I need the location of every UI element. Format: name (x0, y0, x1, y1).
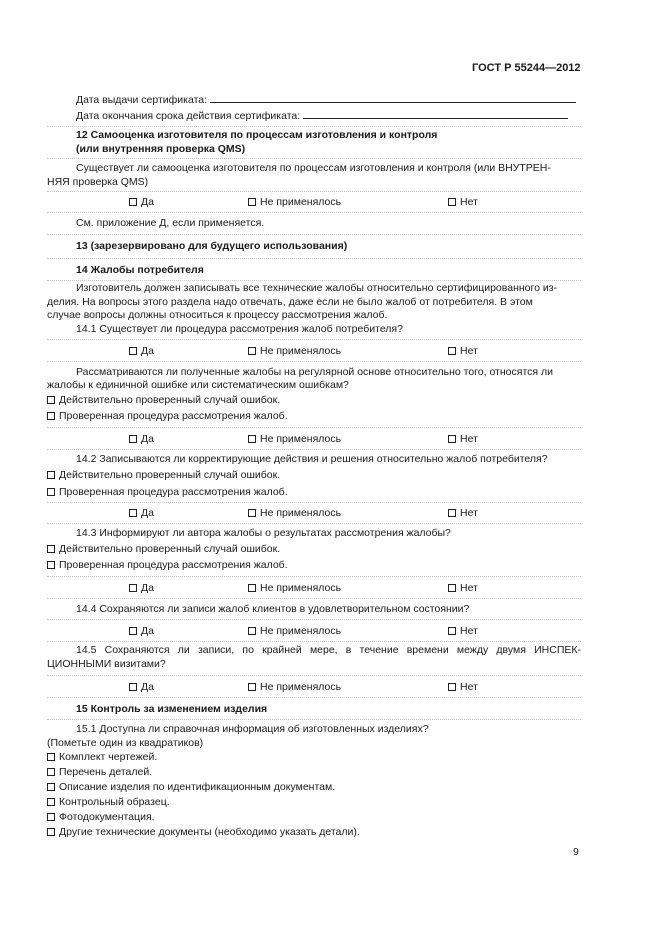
checkbox-icon[interactable] (47, 753, 55, 761)
divider (47, 258, 581, 259)
checkbox-icon[interactable] (129, 584, 137, 592)
q14-2-verified-case-option[interactable]: Действительно проверенный случай ошибок. (47, 469, 280, 482)
q15-item-drawings[interactable]: Комплект чертежей. (47, 751, 157, 764)
checkbox-icon[interactable] (47, 783, 55, 791)
cert-issue-label: Дата выдачи сертификата: (76, 94, 208, 106)
divider (47, 675, 581, 676)
checkbox-icon[interactable] (129, 683, 137, 691)
checkbox-icon[interactable] (248, 627, 256, 635)
q15-item-description[interactable]: Описание изделия по идентификационным документам. (47, 781, 335, 794)
cert-expiry-field[interactable] (303, 109, 568, 119)
checkbox-icon[interactable] (448, 509, 456, 517)
checkbox-icon[interactable] (448, 347, 456, 355)
checkbox-icon[interactable] (129, 435, 137, 443)
q15-item-photo-docs[interactable]: Фотодокументация. (47, 811, 155, 824)
checkbox-icon[interactable] (47, 798, 55, 806)
section-12-title-2: (или внутренняя проверка QMS) (76, 143, 246, 155)
section-13-title: 13 (зарезервировано для будущего использования) (76, 240, 348, 252)
q15-item-parts-list[interactable]: Перечень деталей. (47, 766, 152, 779)
q14-5-yes-option[interactable]: Да (129, 681, 154, 694)
checkbox-icon[interactable] (448, 584, 456, 592)
checkbox-icon[interactable] (448, 683, 456, 691)
divider (47, 523, 581, 524)
q14-5-line-1: 14.5 Сохраняются ли записи, по крайней мере, в течение времени между двумя ИНСПЕК- (76, 644, 581, 656)
divider (47, 427, 581, 428)
q15-item-other-docs[interactable]: Другие технические документы (необходимо указать детали). (47, 826, 360, 839)
divider (47, 158, 581, 159)
checkbox-icon[interactable] (129, 509, 137, 517)
divider (47, 191, 581, 192)
section-14-title: 14 Жалобы потребителя (76, 264, 204, 276)
checkbox-icon[interactable] (248, 509, 256, 517)
q14-4-yes-option[interactable]: Да (129, 625, 154, 638)
divider (47, 234, 581, 235)
checkbox-icon[interactable] (248, 584, 256, 592)
q12-yes-option[interactable]: Да (129, 196, 154, 209)
cert-expiry-row (76, 109, 568, 123)
divider (47, 502, 581, 503)
q12-line-1: Существует ли самооценка изготовителя по процессам изготовления и контроля (или ВНУТРЕН- (76, 162, 551, 174)
checkbox-icon[interactable] (248, 435, 256, 443)
annex-note: См. приложение Д, если применяется. (76, 217, 265, 229)
q14-3-na-option[interactable]: Не применялось (248, 582, 341, 595)
checkbox-icon[interactable] (448, 627, 456, 635)
q14-2-verified-proc-option[interactable]: Проверенная процедура рассмотрения жалоб. (47, 486, 288, 499)
q14-1b-line-1: Рассматриваются ли полученные жалобы на регулярной основе относительно того, относятся ли (76, 366, 553, 378)
divider (47, 339, 581, 340)
divider (47, 598, 581, 599)
section-15-title: 15 Контроль за изменением изделия (76, 703, 268, 715)
q14-1b-no-option[interactable]: Нет (448, 433, 478, 446)
q15-1-hint: (Пометьте один из квадратиков) (47, 737, 204, 749)
q15-1: 15.1 Доступна ли справочная информация об изготовленных изделиях? (76, 723, 429, 735)
checkbox-icon[interactable] (47, 396, 55, 404)
q14-1-no-option[interactable]: Нет (448, 345, 478, 358)
q14-1-yes-option[interactable]: Да (129, 345, 154, 358)
q12-no-option[interactable]: Нет (448, 196, 478, 209)
divider (47, 212, 581, 213)
divider (47, 361, 581, 362)
q14-3-no-option[interactable]: Нет (448, 582, 478, 595)
checkbox-icon[interactable] (129, 627, 137, 635)
divider (47, 449, 581, 450)
checkbox-icon[interactable] (47, 412, 55, 420)
checkbox-icon[interactable] (248, 198, 256, 206)
divider (47, 697, 581, 698)
divider (47, 719, 581, 720)
checkbox-icon[interactable] (448, 435, 456, 443)
q14-3-verified-proc-option[interactable]: Проверенная процедура рассмотрения жалоб. (47, 559, 288, 572)
divider (47, 280, 581, 281)
checkbox-icon[interactable] (47, 545, 55, 553)
q14-1-na-option[interactable]: Не применялось (248, 345, 341, 358)
q14-1: 14.1 Существует ли процедура рассмотрения жалоб потребителя? (76, 323, 403, 335)
checkbox-icon[interactable] (47, 471, 55, 479)
q14-1b-verified-case-option[interactable]: Действительно проверенный случай ошибок. (47, 394, 280, 407)
divider (47, 641, 581, 642)
q14-4-na-option[interactable]: Не применялось (248, 625, 341, 638)
q14-2-na-option[interactable]: Не применялось (248, 507, 341, 520)
q14-3-verified-case-option[interactable]: Действительно проверенный случай ошибок. (47, 543, 280, 556)
q14-1b-verified-proc-option[interactable]: Проверенная процедура рассмотрения жалоб. (47, 410, 288, 423)
q14-1b-yes-option[interactable]: Да (129, 433, 154, 446)
checkbox-icon[interactable] (47, 813, 55, 821)
section-12-title: 12 Самооценка изготовителя по процессам изготовления и контроля (76, 129, 438, 141)
q14-2-no-option[interactable]: Нет (448, 507, 478, 520)
q14-3: 14.3 Информируют ли автора жалобы о результатах рассмотрения жалобы? (76, 527, 451, 539)
q14-1b-line-2: жалобы к единичной ошибке или систематическим ошибкам? (47, 379, 349, 391)
divider (47, 126, 581, 127)
page-number: 9 (573, 846, 579, 858)
checkbox-icon[interactable] (129, 347, 137, 355)
divider (47, 576, 581, 577)
q14-1b-na-option[interactable]: Не применялось (248, 433, 341, 446)
checkbox-icon[interactable] (47, 828, 55, 836)
q14-3-yes-option[interactable]: Да (129, 582, 154, 595)
s14-intro-line-1: Изготовитель должен записывать все технические жалобы относительно сертифицированного из- (76, 282, 558, 294)
q12-na-option[interactable]: Не применялось (248, 196, 341, 209)
q14-2: 14.2 Записываются ли корректирующие действия и решения относительно жалоб потребителя? (76, 453, 548, 465)
s14-intro-line-2: делия. На вопросы этого раздела надо отвечать, даже если не было жалоб от потребителя. В этом (47, 296, 533, 308)
checkbox-icon[interactable] (129, 198, 137, 206)
checkbox-icon[interactable] (47, 488, 55, 496)
divider (47, 619, 581, 620)
cert-issue-row (76, 93, 576, 107)
q14-5-line-2: ЦИОННЫМИ визитами? (47, 658, 166, 670)
q14-5-na-option[interactable]: Не применялось (248, 681, 341, 694)
q12-line-2: НЯЯ проверка QMS) (47, 176, 149, 188)
cert-expiry-label: Дата окончания срока действия сертификата: (76, 110, 301, 122)
checkbox-icon[interactable] (448, 198, 456, 206)
q14-2-yes-option[interactable]: Да (129, 507, 154, 520)
s14-intro-line-3: случае вопросы должны относиться к процессу рассмотрения жалоб. (47, 309, 388, 321)
q14-5-no-option[interactable]: Нет (448, 681, 478, 694)
checkbox-icon[interactable] (248, 683, 256, 691)
checkbox-icon[interactable] (47, 561, 55, 569)
cert-issue-field[interactable] (210, 93, 576, 103)
q14-4-no-option[interactable]: Нет (448, 625, 478, 638)
checkbox-icon[interactable] (47, 768, 55, 776)
document-number: ГОСТ Р 55244—2012 (472, 62, 581, 74)
checkbox-icon[interactable] (248, 347, 256, 355)
q15-item-control-sample[interactable]: Контрольный образец. (47, 796, 170, 809)
q14-4: 14.4 Сохраняются ли записи жалоб клиентов в удовлетворительном состоянии? (76, 603, 470, 615)
